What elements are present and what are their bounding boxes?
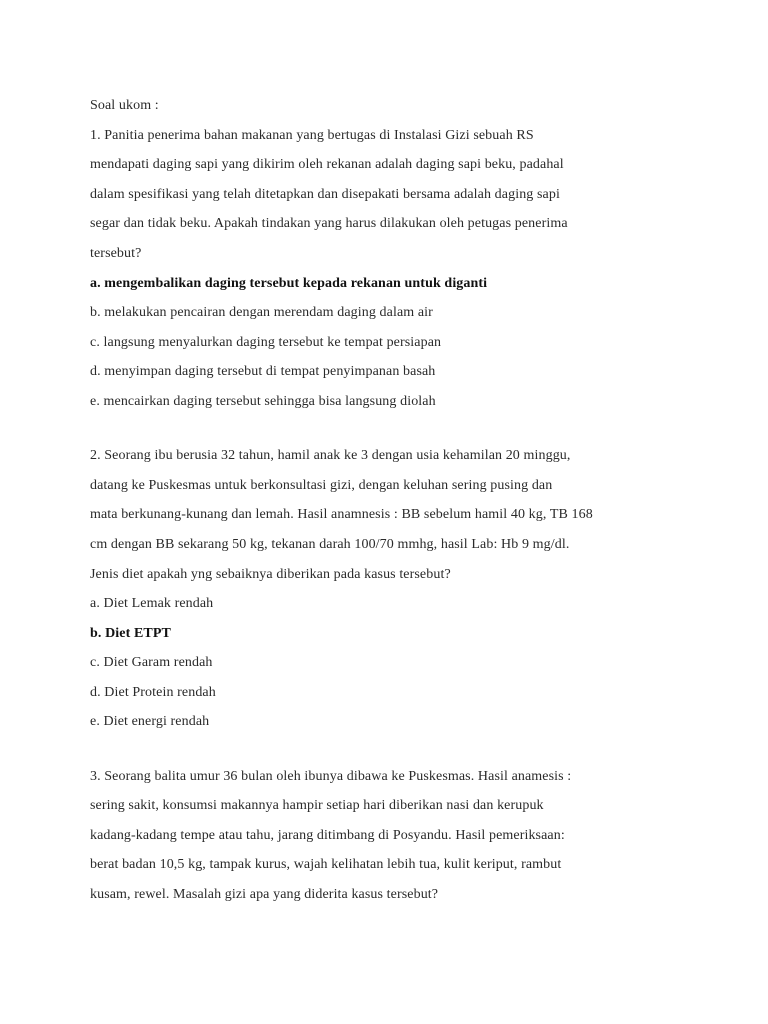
question-text-line: tersebut? bbox=[90, 245, 142, 261]
question-text-line: kusam, rewel. Masalah gizi apa yang diderita kasus tersebut? bbox=[90, 887, 439, 903]
question-text-line: dalam spesifikasi yang telah ditetapkan dan disepakati bersama adalah daging sapi bbox=[90, 186, 560, 202]
question-text-line: 3. Seorang balita umur 36 bulan oleh ibunya dibawa ke Puskesmas. Hasil anamesis : bbox=[90, 768, 572, 784]
question-text-line: mata berkunang-kunang dan lemah. Hasil anamnesis : BB sebelum hamil 40 kg, TB 168 bbox=[90, 507, 593, 523]
answer-option: d. Diet Protein rendah bbox=[90, 684, 216, 700]
question-3 bbox=[90, 762, 730, 910]
answer-option: e. mencairkan daging tersebut sehingga bisa langsung diolah bbox=[90, 393, 436, 409]
answer-option: d. menyimpan daging tersebut di tempat penyimpanan basah bbox=[90, 364, 436, 380]
answer-option: e. Diet energi rendah bbox=[90, 714, 210, 730]
question-text-line: Jenis diet apakah yng sebaiknya diberikan pada kasus tersebut? bbox=[90, 566, 451, 582]
question-2 bbox=[90, 441, 730, 737]
paragraph-gap bbox=[90, 417, 730, 442]
answer-option-correct: b. Diet ETPT bbox=[90, 625, 171, 641]
paragraph-gap bbox=[90, 737, 730, 762]
document-page bbox=[90, 91, 730, 910]
document-title: Soal ukom : bbox=[90, 98, 159, 113]
answer-option: b. melakukan pencairan dengan merendam daging dalam air bbox=[90, 305, 433, 321]
answer-option: c. langsung menyalurkan daging tersebut ke tempat persiapan bbox=[90, 334, 442, 350]
question-text-line: datang ke Puskesmas untuk berkonsultasi gizi, dengan keluhan sering pusing dan bbox=[90, 477, 553, 493]
question-text-line: berat badan 10,5 kg, tampak kurus, wajah kelihatan lebih tua, kulit keriput, rambut bbox=[90, 857, 562, 873]
question-text-line: kadang-kadang tempe atau tahu, jarang ditimbang di Posyandu. Hasil pemeriksaan: bbox=[90, 827, 565, 843]
question-text-line: cm dengan BB sekarang 50 kg, tekanan darah 100/70 mmhg, hasil Lab: Hb 9 mg/dl. bbox=[90, 536, 570, 552]
question-text-line: 1. Panitia penerima bahan makanan yang bertugas di Instalasi Gizi sebuah RS bbox=[90, 127, 534, 143]
answer-option: c. Diet Garam rendah bbox=[90, 655, 213, 671]
question-1 bbox=[90, 121, 730, 417]
question-text-line: mendapati daging sapi yang dikirim oleh rekanan adalah daging sapi beku, padahal bbox=[90, 157, 564, 173]
answer-option: a. Diet Lemak rendah bbox=[90, 596, 214, 612]
question-text-line: segar dan tidak beku. Apakah tindakan yang harus dilakukan oleh petugas penerima bbox=[90, 216, 568, 232]
question-text-line: 2. Seorang ibu berusia 32 tahun, hamil anak ke 3 dengan usia kehamilan 20 minggu, bbox=[90, 448, 571, 464]
question-text-line: sering sakit, konsumsi makannya hampir setiap hari diberikan nasi dan kerupuk bbox=[90, 798, 544, 814]
answer-option-correct: a. mengembalikan daging tersebut kepada rekanan untuk diganti bbox=[90, 275, 488, 291]
